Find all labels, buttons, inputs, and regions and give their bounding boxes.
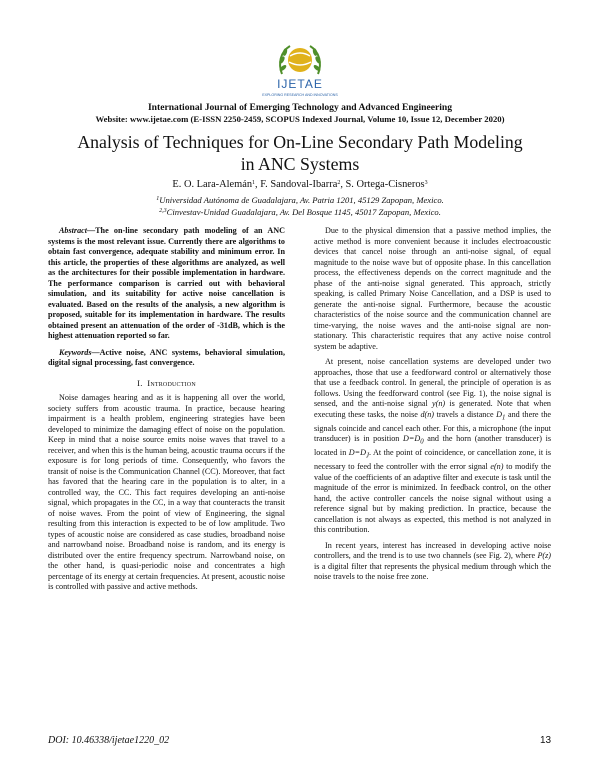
keywords — [48, 348, 285, 369]
author-affiliation-mark: 3 — [424, 180, 428, 186]
author-name: S. Ortega-Cisneros — [345, 179, 425, 190]
author-name: E. O. Lara-Alemán — [172, 179, 253, 190]
page-number: 13 — [540, 735, 552, 746]
affiliation-mark: 2,3 — [159, 208, 167, 214]
left-column — [48, 226, 285, 598]
footer-doi: DOI: 10.46338/ijetae1220_02 — [48, 735, 170, 746]
logo-wordmark: IJETAE — [277, 77, 323, 91]
author-affiliation-mark: 2 — [337, 180, 341, 186]
keywords-label: Keywords — [59, 347, 92, 357]
logo-tagline: EXPLORING RESEARCH AND INNOVATIONS — [262, 93, 338, 97]
paper-title-line-2: in ANC Systems — [240, 154, 360, 174]
math-subscript: 0 — [420, 438, 424, 446]
affiliation-text: Universidad Autónoma de Guadalajara, Av. Patria 1201, 45129 Zapopan, Mexico. — [159, 195, 444, 205]
section-heading — [48, 378, 285, 389]
body-paragraph — [314, 541, 551, 583]
affiliation-text: Cinvestav-Unidad Guadalajara, Av. Del Bosque 1145, 45017 Zapopan, Mexico. — [166, 207, 441, 217]
math-symbol: D=D — [403, 434, 421, 444]
text-run: is generated. Note that when executing these tasks, the noise — [314, 399, 551, 419]
math-symbol: d(n) — [420, 409, 434, 419]
body-paragraph: Due to the physical dimension that a passive method implies, the active method is more convenient because it includes electroacoustic devices that cancel noise through an anti-noise signal, of equal magnitude to the noise wave but of opposite phase. In this cancellation process, the effectiveness depends on the correct magnitude and the phase of the anti-noise signal generated. This approach, strictly speaking, is called Primary Noise Cancellation, and a DSP is used to generate the anti-noise signal. Furthermore, because the acoustic characteristics of the noise source and the communication channel are time-varying, the noise waves and the anti-noise signal are non-stationary. This characteristic requires that any active noise control system be adaptive. — [314, 226, 551, 351]
text-run: is a digital filter that represents the physical medium through which the noise travels to the noise free zone. — [314, 561, 551, 582]
journal-logo-graphic — [252, 34, 348, 100]
text-run: . At the point of coincidence, or cancellation zone, it is necessary to feed the controller with the error signal — [314, 448, 551, 472]
math-symbol: e(n) — [490, 462, 504, 472]
text-run: In recent years, interest has increased in developing active noise controllers, and the trend is to use two channels (see Fig. 2), where — [314, 540, 551, 561]
math-subscript: 1 — [502, 414, 506, 422]
text-run: travels a distance — [434, 409, 497, 419]
journal-website-line: Website: www.ijetae.com (E-ISSN 2250-2459, SCOPUS Indexed Journal, Volume 10, Issue 12, December 2020) — [95, 114, 505, 124]
author-list — [0, 179, 600, 190]
math-symbol: D — [496, 409, 503, 419]
journal-name: International Journal of Emerging Technology and Advanced Engineering — [147, 102, 453, 113]
math-subscript: J — [365, 452, 369, 460]
keywords-text: —Active noise, ANC systems, behavioral simulation, digital signal processing, fast convergence. — [48, 347, 285, 367]
abstract-text: —The on-line secondary path modeling of an ANC systems is the most relevant issue. Currently there are algorithms to obtain fast convergence, adequate stability and minimum error. In this article, the properties of these algorithms are analyzed, as well as the architectures for their possible implementation in hardware. The performance comparison is carried out with behavioral simulation, and its suitability for active noise cancellation is evaluated. Based on the results of the analysis, a new algorithm is proposed, suitable for its implementation in hardware. The results obtained present an attenuation of the order of -31dB, which is the highest attenuation reported so far. — [48, 226, 285, 340]
author-separator: , — [255, 179, 261, 190]
affiliation — [0, 207, 600, 217]
journal-logo — [252, 34, 348, 100]
author-separator: , — [340, 179, 346, 190]
text-run: At present, noise cancellation systems are developed under two approaches, those that use a feedforward control or alternatively those that use a feedback control. In general, the principle of operation is as follows. Using the feedforward control (see Fig. 1), the noise signal is sensed, and the anti-noise signal — [314, 357, 551, 408]
paper-title-line-1: Analysis of Techniques for On-Line Secondary Path Modeling — [77, 132, 523, 152]
text-run: and there the signals coincide and cancel each other. For this, a microphone (the input transducer) is in position — [314, 409, 551, 444]
math-symbol: P(z) — [537, 551, 551, 561]
text-run: and the horn (another transducer) is located in — [314, 434, 551, 458]
affiliation-mark: 1 — [156, 196, 160, 202]
text-run: to modify the value of the coefficients of an adaptive filter and execute is task until the magnitude of the error is minimized. In feedback control, on the other hand, the active controller cancels the noise signal without using a reference signal but by making prediction. In practice, because the cancellation is not always as expected, this method is not analyzed in this contribution. — [314, 462, 551, 535]
body-paragraph — [314, 357, 551, 536]
affiliation — [0, 195, 600, 205]
body-paragraph: Noise damages hearing and as it is happening all over the world, society suffers from acoustic trauma. In practice, because hearing impairment is a health problem, engineering strategies have been developed to minimize the damaging effect of noise on the population. Keep in mind that a noise source emits noise waves that travel to a receiver, and when this is the human being, acoustic trauma occurs if the exposure is for long periods of time. Consequently, who favors the transit of noise is the Communication Channel (CC). Moreover, that fact has favored that the hearing care in the population is to alter, in a controlled way, the CC. This fact requires developing an anti-noise signal, which propagates in the CC, in a way that counteracts the transit of noise waves. From the point of view of Engineering, the signal resulting from this interaction is expected to be of low amplitude. Two types of acoustic noise are considered as case studies, broadband noise and narrowband noise. Broadband noise is random, and its energy is distributed over the entire frequency spectrum. Narrowband noise, on the other hand, is quasi-periodic noise and concentrates a high percentage of its energy at certain frequencies. At present, acoustic noise is controlled with passive and active methods. — [48, 393, 285, 591]
author-name: F. Sandoval-Ibarra — [260, 179, 338, 190]
author-affiliation-mark: 1 — [252, 180, 256, 186]
section-title: Introduction — [147, 377, 196, 388]
section-numeral: I. — [137, 377, 143, 388]
paper-title — [40, 131, 560, 175]
abstract-label: Abstract — [59, 226, 87, 235]
abstract — [48, 226, 285, 342]
right-column — [314, 226, 551, 588]
math-symbol: D=D — [348, 448, 366, 458]
math-symbol: y(n) — [432, 399, 446, 408]
